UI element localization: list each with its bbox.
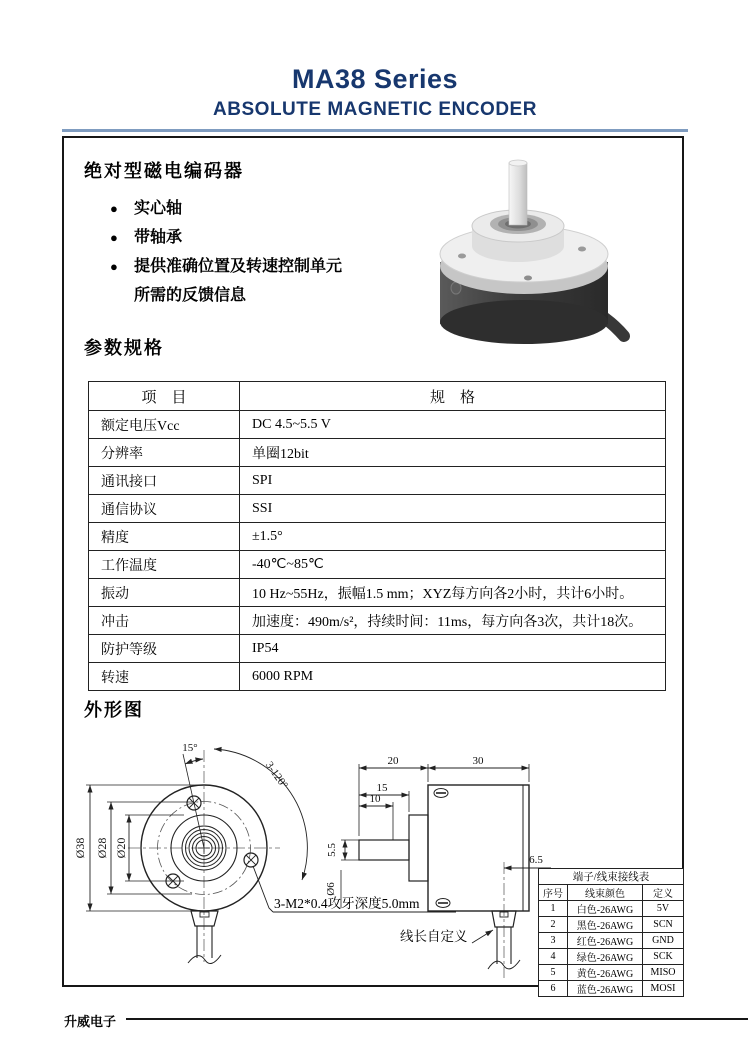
spec-value: SSI (240, 495, 666, 523)
dim-label-d38: Ø38 (73, 837, 87, 859)
dim-label-3-120deg: 3-120° (262, 759, 290, 792)
list-item (110, 281, 342, 310)
wire-color: 黑色-26AWG (568, 917, 643, 933)
spec-table-header (89, 382, 666, 411)
intro-heading: 绝对型磁电编码器 (84, 161, 244, 181)
spec-value: -40℃~85℃ (240, 551, 666, 579)
bullet-icon: ● (110, 201, 118, 216)
spec-item: 通信协议 (89, 495, 240, 523)
spec-item: 防护等级 (89, 635, 240, 663)
dim-label-20: 20 (387, 755, 399, 767)
spec-item: 额定电压Vcc (89, 411, 240, 439)
wire-def: 5V (643, 901, 684, 917)
wire-def: MOSI (643, 981, 684, 997)
spec-item: 转速 (89, 663, 240, 691)
spec-value: DC 4.5~5.5 V (240, 411, 666, 439)
bullet-icon: ● (110, 259, 118, 274)
bullet-icon (110, 281, 134, 310)
dim-label-30: 30 (472, 755, 484, 767)
list-item (110, 223, 342, 252)
spec-item: 分辨率 (89, 439, 240, 467)
feature-text: 实心轴 (134, 200, 183, 217)
dim-label-15deg: 15° (182, 742, 198, 754)
wire-color: 黄色-26AWG (568, 965, 643, 981)
table-row (89, 579, 666, 607)
wire-no: 4 (539, 949, 568, 965)
outline-drawing (64, 722, 682, 996)
table-row (89, 635, 666, 663)
wire-col-color: 线束颜色 (568, 885, 643, 901)
dim-label-10: 10 (369, 793, 381, 805)
page-subtitle: ABSOLUTE MAGNETIC ENCODER (213, 99, 537, 120)
table-row (89, 439, 666, 467)
wire-no: 5 (539, 965, 568, 981)
wire-def: GND (643, 933, 684, 949)
table-row (539, 933, 684, 949)
spec-value: 10 Hz~55Hz，振幅1.5 mm；XYZ每方向各2小时，共计6小时。 (240, 579, 666, 607)
wire-col-def: 定义 (643, 885, 684, 901)
wire-no: 6 (539, 981, 568, 997)
spec-value: 加速度：490m/s²，持续时间：11ms，每方向各3次，共计18次。 (240, 607, 666, 635)
specs-heading: 参数规格 (84, 338, 164, 358)
product-photo-encoder (432, 154, 632, 354)
feature-text: 带轴承 (134, 229, 183, 246)
list-item (110, 194, 342, 223)
table-row (539, 981, 684, 997)
spec-item: 精度 (89, 523, 240, 551)
table-row (89, 551, 666, 579)
spec-item: 振动 (89, 579, 240, 607)
wire-no: 3 (539, 933, 568, 949)
spec-value: 单圈12bit (240, 439, 666, 467)
table-row (539, 949, 684, 965)
footer-brand: 升威电子 (64, 1014, 117, 1029)
spec-table (88, 381, 666, 691)
wire-def: SCN (643, 917, 684, 933)
spec-col-item: 项 目 (89, 382, 240, 411)
footer-divider (126, 1018, 748, 1020)
dim-label-d6: Ø6 (325, 882, 337, 896)
spec-value: SPI (240, 467, 666, 495)
spec-item: 通讯接口 (89, 467, 240, 495)
wire-table-title-row (539, 869, 684, 885)
spec-value: 6000 RPM (240, 663, 666, 691)
dim-label-6-5: 6.5 (529, 854, 543, 866)
outline-heading: 外形图 (84, 700, 144, 720)
wire-no: 1 (539, 901, 568, 917)
dim-label-d20: Ø20 (114, 837, 128, 859)
table-row (539, 917, 684, 933)
cable-length-note: 线长自定义 (400, 929, 468, 944)
encoder-shaft (509, 160, 527, 225)
wire-table-title: 端子/线束接线表 (539, 869, 684, 885)
wire-col-no: 序号 (539, 885, 568, 901)
table-row (89, 467, 666, 495)
table-row (89, 523, 666, 551)
screw-hole (244, 853, 258, 867)
spec-col-spec: 规 格 (240, 382, 666, 411)
table-row (89, 411, 666, 439)
wire-table-header (539, 885, 684, 901)
spec-item: 冲击 (89, 607, 240, 635)
feature-text: 所需的反馈信息 (134, 287, 247, 304)
spec-item: 工作温度 (89, 551, 240, 579)
dim-label-d28: Ø28 (95, 837, 109, 859)
table-row (539, 965, 684, 981)
spec-value: IP54 (240, 635, 666, 663)
table-row (89, 607, 666, 635)
dim-label-5-5: 5.5 (326, 843, 338, 857)
table-row (89, 663, 666, 691)
title-divider (62, 129, 688, 132)
wire-def: SCK (643, 949, 684, 965)
content-box (62, 136, 684, 996)
feature-list (110, 194, 342, 310)
dim-label-15: 15 (376, 782, 388, 794)
wire-color: 绿色-26AWG (568, 949, 643, 965)
wire-def: MISO (643, 965, 684, 981)
table-row (539, 901, 684, 917)
wire-no: 2 (539, 917, 568, 933)
wire-color: 红色-26AWG (568, 933, 643, 949)
page-title: MA38 Series (291, 64, 459, 94)
wire-color: 白色-26AWG (568, 901, 643, 917)
bullet-icon: ● (110, 230, 118, 245)
table-row (89, 495, 666, 523)
list-item (110, 252, 342, 281)
wire-table (538, 868, 684, 997)
feature-text: 提供准确位置及转速控制单元 (134, 258, 343, 275)
wire-color: 蓝色-26AWG (568, 981, 643, 997)
tap-depth-note: 3-M2*0.4攻牙深度5.0mm (274, 896, 420, 911)
spec-value: ±1.5° (240, 523, 666, 551)
